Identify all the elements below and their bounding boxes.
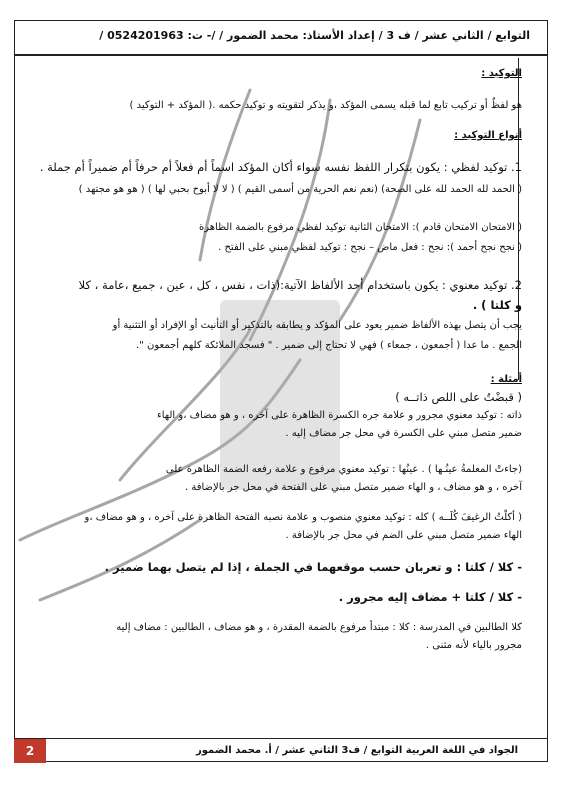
main-content xyxy=(22,56,522,736)
header-bar xyxy=(14,20,548,56)
example-1-line-b: ضمير متصل مبني على الكسرة في محل جر مضاف إليه . xyxy=(285,428,522,439)
exam-example-1: ( الامتحان الامتحان قادم ): الامتحان الثانية توكيد لفظي مرفوع بالضمة الظاهرة xyxy=(199,222,522,233)
examples-title: أمثلة : xyxy=(490,374,522,385)
lafzi-title: 1. توكيد لفظي : يكون بتكرار اللفظ نفسه سواء أكان المؤكد اسماً أم فعلاً أم حرفاً أم ضميراً أم جملة . xyxy=(39,160,522,174)
manawi-rule-1: يجب أن يتصل بهذه الألفاظ ضمير يعود على المؤكد و يطابقه بالتذكير أو التأنيث أو الإفراد أو التثنية أو xyxy=(112,320,522,331)
definition-line: هو لفظٌ أو تركيب تابع لما قبله يسمى المؤكد ،و يذكر لتقويته و توكيد حكمه .( المؤكد + التوكيد ) xyxy=(129,100,522,111)
manawi-title-a: 2. توكيد معنوي : يكون باستخدام أحد الألفاظ الآتية:(ذات ، نفس ، كل ، عين ، جميع ،عامة ، كلا xyxy=(78,278,522,292)
types-title: أنواع التوكيد : xyxy=(454,130,522,141)
footer-text: الجواد في اللغة العربية التوابع / ف3 الثاني عشر / أ. محمد الضمور xyxy=(195,745,518,756)
header-text: التوابع / الثاني عشر / ف 3 / إعداد الأستاذ: محمد الضمور / /- ت: 0524201963 / xyxy=(99,29,530,42)
manawi-rule-2: الجمع . ما عدا ( أجمعون ، جمعاء ) فهي لا تحتاج إلى ضمير . " فسجد الملائكة كلهم أجمعون ". xyxy=(136,340,522,351)
manawi-title-b: و كلتا ) . xyxy=(472,298,522,312)
kila-example-b: مجرور بالياء لأنه مثنى . xyxy=(425,640,522,651)
kila-rule-1: - كلا / كلتا : و تعربان حسب موقعهما في الجملة ، إذا لم يتصل بهما ضمير . xyxy=(104,560,522,574)
example-3-line-a: ( أكلْتُ الرغيفَ كُلَــه ) كله : توكيد معنوي منصوب و علامة نصبه الفتحة الظاهرة على آخره ، و هو مضاف ،و xyxy=(84,512,522,523)
footer-bar xyxy=(14,738,548,764)
lafzi-examples: ( الحمد لله الحمد لله على الصحة) (نعم نعم الحرية من أسمى القيم ) ( لا لا أبوح بحبي لها ) ( هو هو مجتهد ) xyxy=(78,184,522,195)
example-1-line-a: ذاته : توكيد معنوي مجرور و علامة جره الكسرة الظاهرة على آخره ، و هو مضاف ،و الهاء xyxy=(157,410,522,421)
example-3-line-b: الهاء ضمير متصل مبني على الضم في محل جر بالإضافة . xyxy=(285,530,522,541)
tawkeed-title: التوكيد : xyxy=(481,68,522,79)
example-2-line-b: آخره ، و هو مضاف ، و الهاء ضمير متصل مبني على الفتحة في محل جر بالإضافة . xyxy=(184,482,522,493)
kila-rule-2: - كلا / كلتا + مضاف إليه مجرور . xyxy=(338,590,522,604)
page-number: 2 xyxy=(14,739,46,763)
kila-example-a: كلا الطالبين في المدرسة : كلا : مبتدأ مرفوع بالضمة المقدرة ، و هو مضاف ، الطالبين : مضاف إليه xyxy=(116,622,522,633)
example-1-title: ( قبضْتُ على اللص ذاتــه ) xyxy=(395,390,522,404)
example-2-line-a: (جاءتْ المعلمةُ عينُـها ) . عينُها : توكيد معنوي مرفوع و علامة رفعه الضمة الظاهرة على xyxy=(165,464,522,475)
exam-example-2: ( نجح نجح أحمد ): نجح : فعل ماض – نجح : توكيد لفظي مبني على الفتح . xyxy=(218,242,522,253)
